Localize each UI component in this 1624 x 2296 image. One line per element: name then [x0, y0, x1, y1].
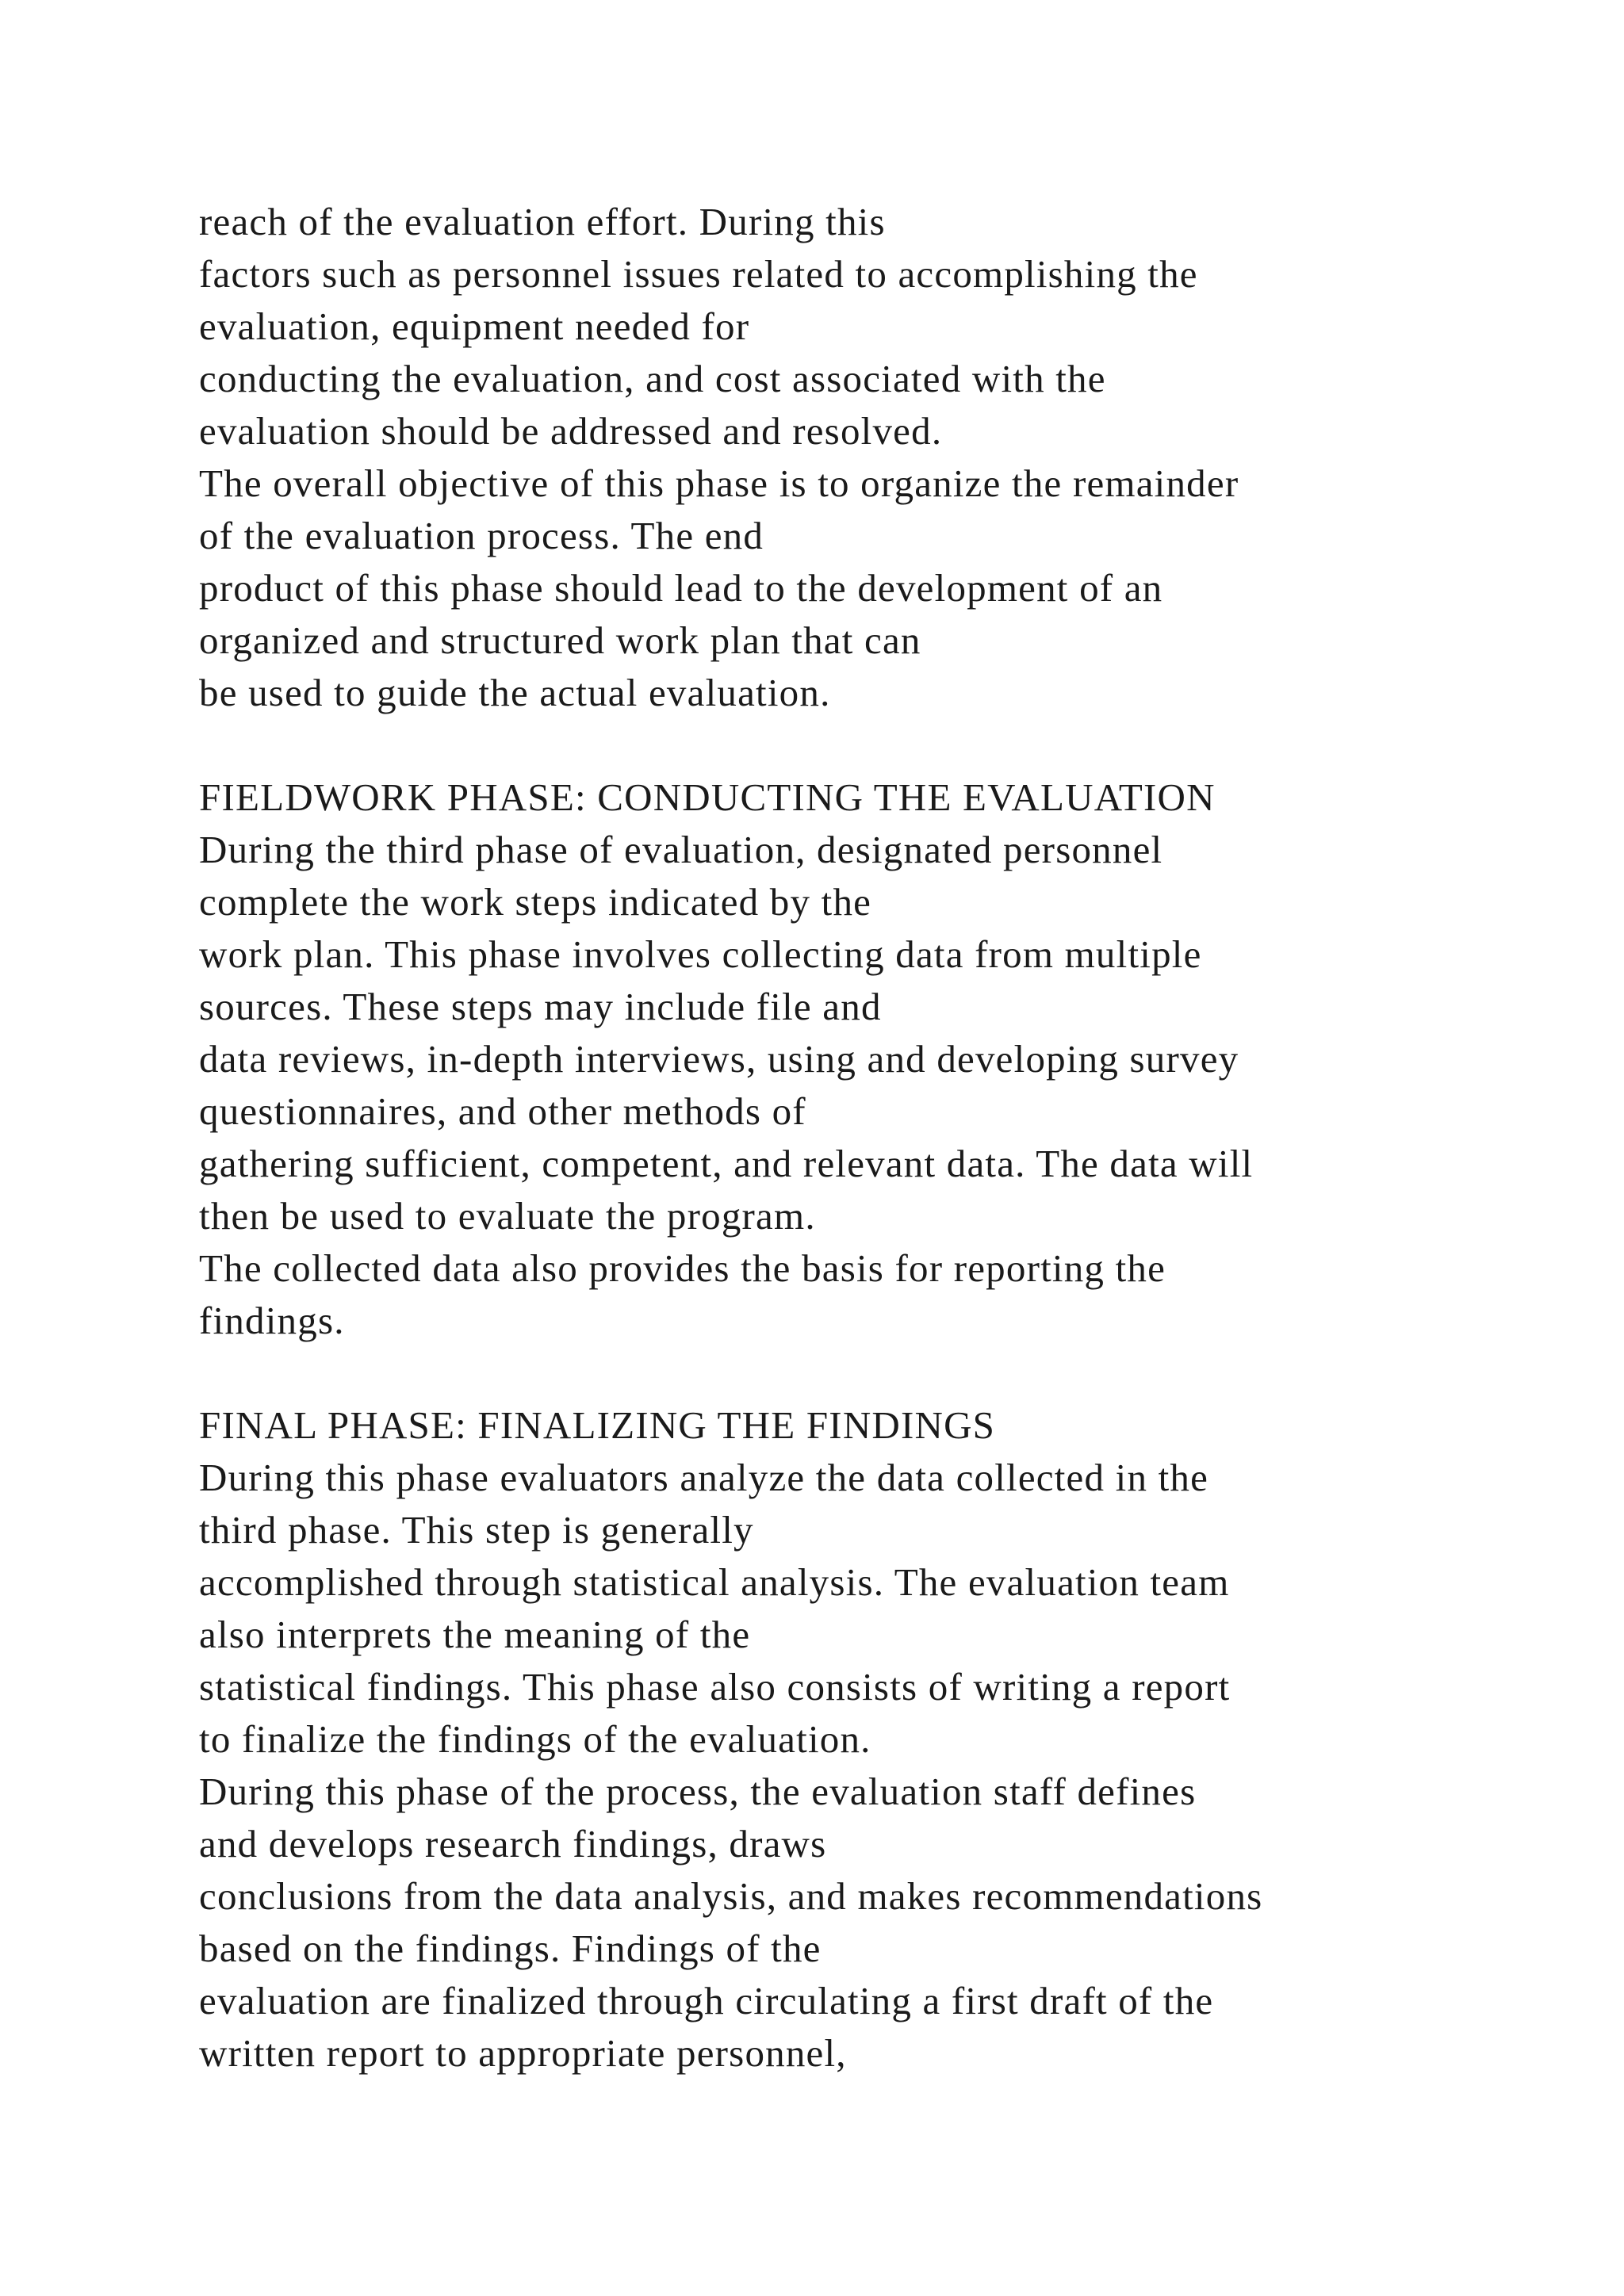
section-heading: FINAL PHASE: FINALIZING THE FINDINGS [199, 1403, 996, 1447]
text-line: sources. These steps may include file and [199, 985, 882, 1028]
section-heading: FIELDWORK PHASE: CONDUCTING THE EVALUATION [199, 775, 1216, 819]
text-line: also interprets the meaning of the [199, 1613, 751, 1656]
text-line: evaluation, equipment needed for [199, 304, 750, 348]
text-line: statistical findings. This phase also consists of writing a report [199, 1665, 1231, 1709]
text-line: factors such as personnel issues related to accomplishing the [199, 252, 1198, 296]
text-line: The overall objective of this phase is to organize the remainder [199, 461, 1239, 505]
text-line: based on the findings. Findings of the [199, 1927, 822, 1970]
text-line: be used to guide the actual evaluation. [199, 671, 831, 714]
text-line: complete the work steps indicated by the [199, 880, 872, 924]
text-line: and develops research findings, draws [199, 1822, 827, 1866]
text-line: of the evaluation process. The end [199, 514, 764, 557]
text-line: evaluation are finalized through circulating a first draft of the [199, 1979, 1214, 2022]
text-line: During this phase evaluators analyze the data collected in the [199, 1456, 1209, 1499]
text-line: organized and structured work plan that can [199, 618, 921, 662]
text-line: third phase. This step is generally [199, 1508, 754, 1552]
text-line: During the third phase of evaluation, designated personnel [199, 828, 1163, 871]
paragraph-gap [199, 1347, 1563, 1399]
text-line: work plan. This phase involves collecting data from multiple [199, 932, 1202, 976]
text-line: to finalize the findings of the evaluation. [199, 1717, 871, 1761]
text-line: then be used to evaluate the program. [199, 1194, 816, 1238]
text-line: questionnaires, and other methods of [199, 1089, 806, 1133]
text-line: data reviews, in-depth interviews, using and developing survey [199, 1037, 1239, 1081]
text-line: evaluation should be addressed and resolved. [199, 409, 943, 453]
text-line: conclusions from the data analysis, and makes recommendations [199, 1874, 1263, 1918]
text-line: gathering sufficient, competent, and relevant data. The data will [199, 1142, 1254, 1185]
text-line: conducting the evaluation, and cost associated with the [199, 357, 1106, 400]
document-body [199, 196, 1563, 2080]
text-line: The collected data also provides the basis for reporting the [199, 1246, 1166, 1290]
text-line: reach of the evaluation effort. During this [199, 200, 886, 243]
paragraph-gap [199, 719, 1563, 771]
text-line: written report to appropriate personnel, [199, 2031, 847, 2075]
text-line: product of this phase should lead to the development of an [199, 566, 1163, 610]
text-line: findings. [199, 1299, 345, 1342]
text-line: During this phase of the process, the evaluation staff defines [199, 1770, 1197, 1813]
text-line: accomplished through statistical analysis. The evaluation team [199, 1560, 1230, 1604]
